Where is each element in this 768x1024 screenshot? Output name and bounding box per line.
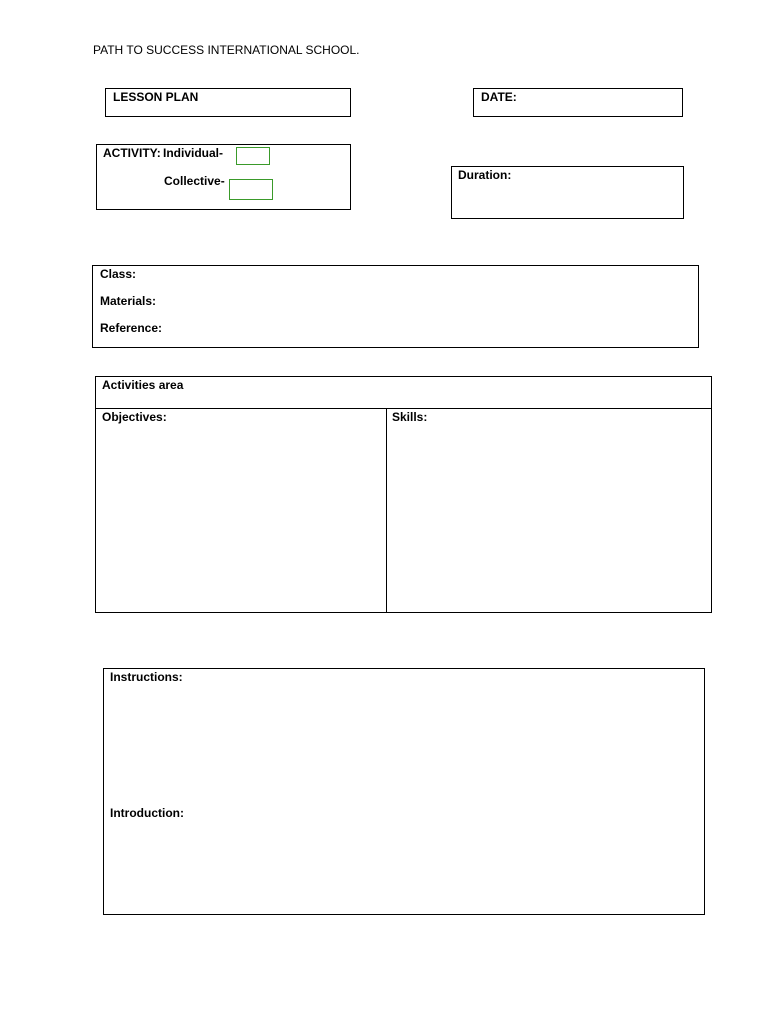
objectives-label: Objectives:: [102, 410, 167, 424]
instructions-label: Instructions:: [110, 670, 183, 684]
school-title: PATH TO SUCCESS INTERNATIONAL SCHOOL.: [93, 43, 360, 57]
activity-collective-label: Collective-: [164, 174, 225, 188]
activities-area-table: [95, 376, 712, 613]
lesson-plan-box: [105, 88, 351, 117]
date-box[interactable]: [473, 88, 683, 117]
activities-area-title: Activities area: [102, 378, 184, 392]
date-label: DATE:: [481, 90, 517, 104]
skills-cell[interactable]: [387, 409, 711, 613]
objectives-cell[interactable]: [96, 409, 386, 613]
collective-checkbox[interactable]: [229, 179, 273, 200]
duration-label: Duration:: [458, 168, 512, 182]
activity-label: ACTIVITY:: [103, 146, 161, 160]
activity-box: [96, 144, 351, 210]
duration-box[interactable]: [451, 166, 684, 219]
introduction-label: Introduction:: [110, 806, 184, 820]
individual-checkbox[interactable]: [236, 147, 270, 165]
materials-label: Materials:: [100, 294, 157, 308]
skills-label: Skills:: [392, 410, 428, 424]
lesson-plan-label: LESSON PLAN: [113, 90, 199, 104]
activity-individual-label: Individual-: [163, 146, 223, 160]
instructions-box[interactable]: [103, 668, 705, 915]
class-label: Class:: [100, 267, 137, 281]
class-info-box: [92, 265, 699, 348]
reference-label: Reference:: [100, 321, 163, 335]
